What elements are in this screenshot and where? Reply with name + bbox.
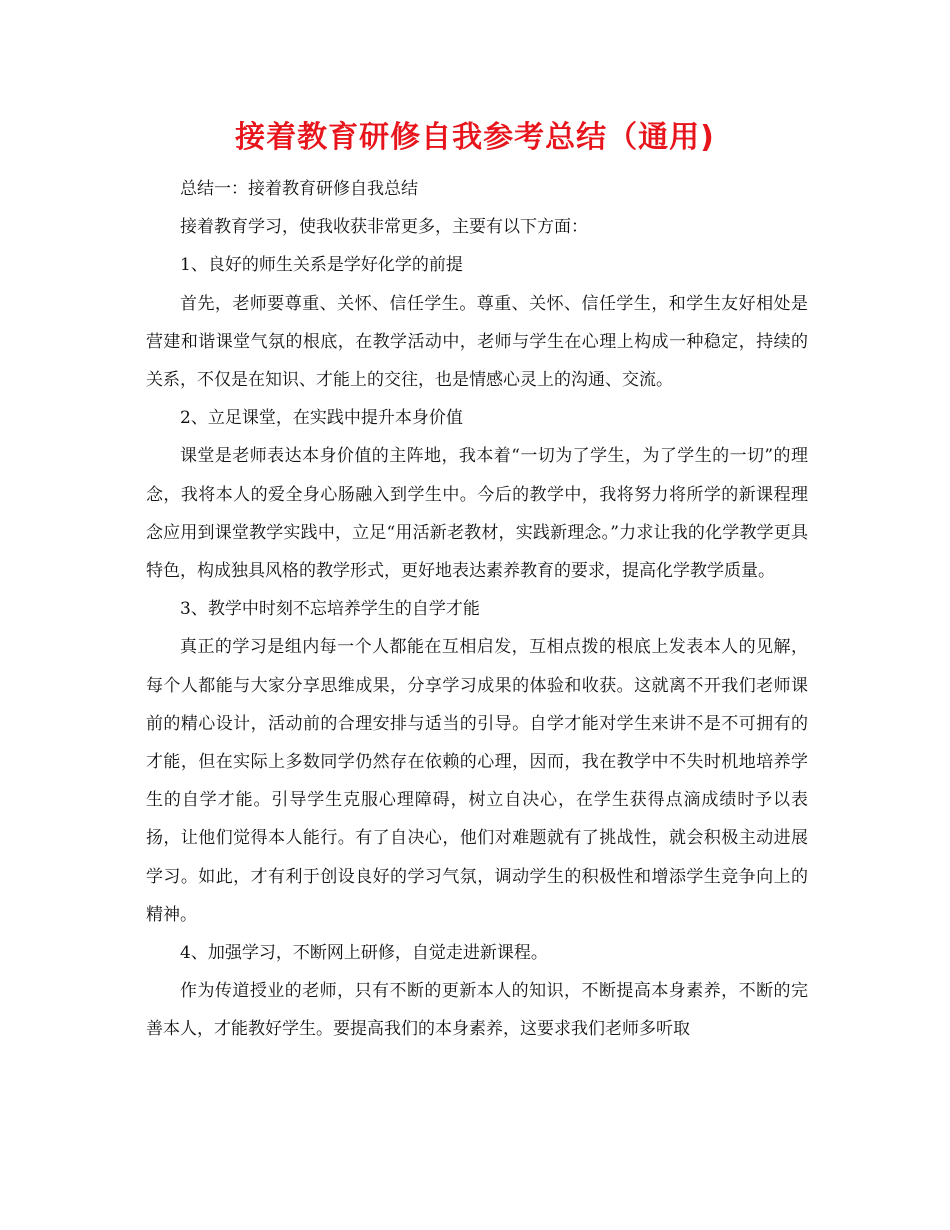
section-heading: 2、立足课堂，在实践中提升本身价值 — [180, 408, 463, 429]
paragraph: 首先，老师要尊重、关怀、信任学生。尊重、关怀、信任学生，和学生友好相处是营建和谐课堂气氛的根底，在教学活动中，老师与学生在心理上构成一种稳定，持续的关系，不仅是在知识、才能上的交往，也是情感心灵上的沟通、交流。 — [146, 293, 808, 391]
paragraph: 总结一：接着教育研修自我总结 — [180, 179, 418, 199]
paragraph: 课堂是老师表达本身价值的主阵地，我本着“一切为了学生，为了学生的一切”的理念，我将本人的爱全身心肠融入到学生中。今后的教学中，我将努力将所学的新课程理念应用到课堂教学实践中，立足“用活新老教材，实践新理念。”力求让我的化学教学更具特色，构成独具风格的教学形式，更好地表达素养教育的要求，提高化学教学质量。 — [146, 446, 808, 582]
paragraph: 真正的学习是组内每一个人都能在互相启发，互相点拨的根底上发表本人的见解，每个人都能与大家分享思维成果，分享学习成果的体验和收获。这就离不开我们老师课前的精心设计，活动前的合理安排与适当的引导。自学才能对学生来讲不是不可拥有的才能，但在实际上多数同学仍然存在依赖的心理，因而，我在教学中不失时机地培养学生的自学才能。引导学生克服心理障碍，树立自决心，在学生获得点滴成绩时予以表扬，让他们觉得本人能行。有了自决心，他们对难题就有了挑战性，就会积极主动进展学习。如此，才有利于创设良好的学习气氛，调动学生的积极性和增添学生竞争向上的精神。 — [146, 637, 808, 925]
paragraph: 接着教育学习，使我收获非常更多，主要有以下方面： — [180, 217, 588, 238]
section-heading: 3、教学中时刻不忘培养学生的自学才能 — [180, 599, 480, 620]
section-heading: 1、良好的师生关系是学好化学的前提 — [180, 255, 463, 276]
document-title: 接着教育研修自我参考总结（通用) — [235, 120, 715, 155]
section-heading: 4、加强学习，不断网上研修，自觉走进新课程。 — [180, 943, 548, 964]
document-body — [146, 170, 808, 1049]
paragraph: 作为传道授业的老师，只有不断的更新本人的知识，不断提高本身素养，不断的完善本人，才能教好学生。要提高我们的本身素养，这要求我们老师多听取 — [146, 981, 808, 1040]
